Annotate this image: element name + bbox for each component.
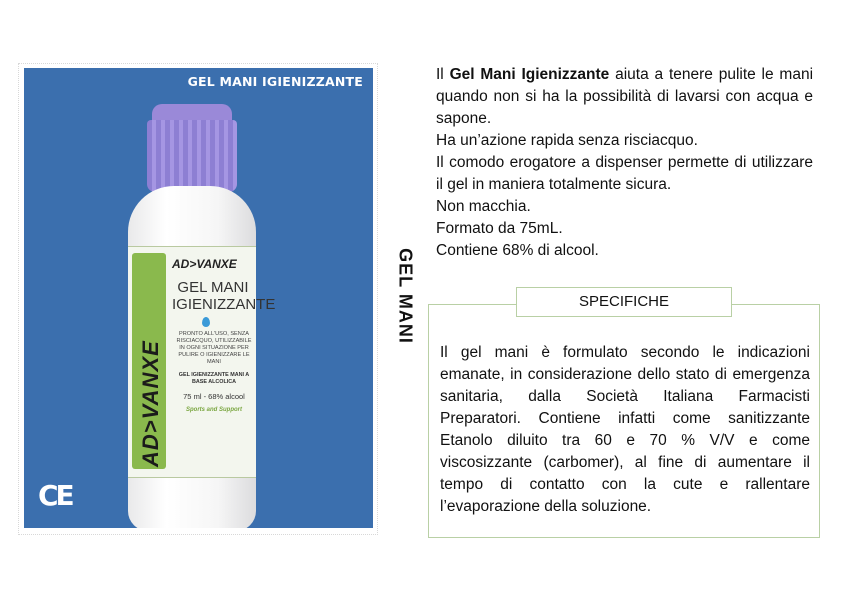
label-brand: AD>VANXE xyxy=(172,257,237,271)
label-gel-text: GEL IGIENIZZANTE MANI A BASE ALCOLICA xyxy=(178,372,250,385)
bottle-label xyxy=(128,246,276,478)
side-title: GEL MANI xyxy=(395,248,416,344)
label-side-brand: AD>VANXE xyxy=(138,340,163,467)
label-stripe xyxy=(132,253,166,469)
description-line: Formato da 75mL. xyxy=(436,220,563,237)
ce-mark-icon: CE xyxy=(38,479,72,512)
label-product-name: GEL MANI IGIENIZZANTE xyxy=(172,279,276,313)
description-intro: Il Gel Mani Igienizzante aiuta a tenere pulite le mani quando non si ha la possibilità di lavarsi con acqua e sapone. xyxy=(436,66,814,127)
product-photo xyxy=(24,68,373,528)
product-description xyxy=(436,64,813,262)
description-line: Contiene 68% di alcool. xyxy=(436,242,599,259)
label-footer: Sports and Support xyxy=(186,407,242,413)
description-line: Ha un’azione rapida senza risciacquo. xyxy=(436,132,698,149)
description-line: Non macchia. xyxy=(436,198,531,215)
specs-text: Il gel mani è formulato secondo le indicazioni emanate, in considerazione dello stato di emergenza sanitaria, dalla Società Italiana Farmacisti Preparatori. Contiene infatti come sanitizzante Etanolo diluito tra 60 e 70 % V/V e come viscosizzante (carbomer), al fine di aumentare il tempo di contatto con la cute e rallentare l’evaporazione della soluzione. xyxy=(440,344,810,515)
product-name: Gel Mani Igienizzante xyxy=(449,66,610,83)
label-usage-text: PRONTO ALL'USO, SENZA RISCIACQUO, UTILIZZABILE IN OGNI SITUAZIONE PER PULIRE O IGIENIZZARE LE MANI xyxy=(176,331,252,365)
description-line: Il comodo erogatore a dispenser permette di utilizzare il gel in maniera totalmente sicura. xyxy=(436,154,813,193)
drop-icon xyxy=(202,317,210,327)
specs-heading: SPECIFICHE xyxy=(516,287,732,317)
label-quantity: 75 ml - 68% alcool xyxy=(183,392,245,401)
bottle-cap xyxy=(147,120,237,192)
photo-title: GEL MANI IGIENIZZANTE xyxy=(187,74,363,89)
bottle xyxy=(128,186,276,528)
